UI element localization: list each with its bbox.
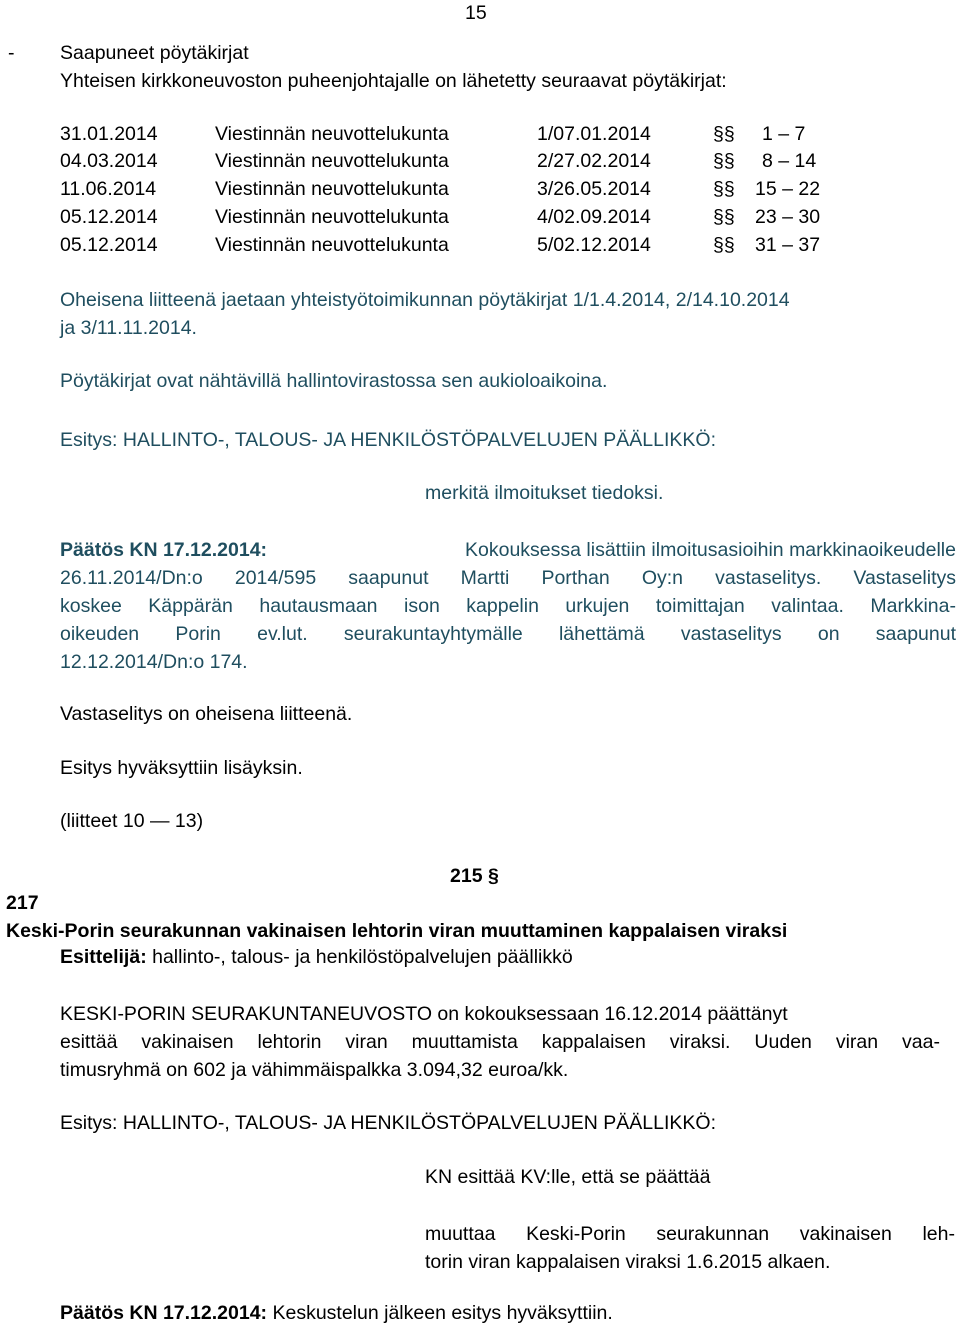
row-ref: 2/27.02.2014: [537, 150, 651, 172]
proposal-text: KN esittää KV:lle, että se päättää: [425, 1166, 711, 1188]
row-body: Viestinnän neuvottelukunta: [215, 178, 449, 200]
row-range: 15 – 22: [755, 178, 821, 200]
decision-line: oikeuden Porin ev.lut. seurakuntayhtymälle lähettämä vastaselitys on saapunut: [60, 623, 956, 645]
row-range: 23 – 30: [755, 206, 821, 228]
decision-text: Keskustelun jälkeen esitys hyväksyttiin.: [267, 1302, 613, 1324]
section-number: [450, 865, 499, 888]
table-row: [60, 234, 860, 260]
row-ref: 3/26.05.2014: [537, 178, 651, 200]
section-sign-icon: §§: [713, 234, 735, 256]
section-sign-icon: §§: [713, 178, 735, 200]
attachments-ref: (liitteet 10 — 13): [60, 810, 204, 832]
row-ref: 1/07.01.2014: [537, 123, 651, 145]
body-line: timusryhmä on 602 ja vähimmäispalkka 3.094,32 euroa/kk.: [60, 1059, 569, 1081]
proposal-label: Esitys:: [60, 1112, 118, 1134]
intro-text: Yhteisen kirkkoneuvoston puheenjohtajalle on lähetetty seuraavat pöytäkirjat:: [60, 70, 727, 92]
proposal-line: torin viran kappalaisen viraksi 1.6.2015 alkaen.: [425, 1251, 831, 1273]
decision-line: [60, 1302, 613, 1325]
section-sign-icon: §§: [713, 206, 735, 228]
row-date: 04.03.2014: [60, 150, 158, 172]
row-body: Viestinnän neuvottelukunta: [215, 123, 449, 145]
section-sign-icon: §§: [713, 150, 735, 172]
page-number: 15: [465, 2, 487, 24]
attachment-line: ja 3/11.11.2014.: [60, 317, 197, 339]
row-ref: 4/02.09.2014: [537, 206, 651, 228]
proposal-text: merkitä ilmoitukset tiedoksi.: [425, 482, 664, 504]
row-date: 31.01.2014: [60, 123, 158, 145]
item-title: Keski-Porin seurakunnan vakinaisen lehtorin viran muuttaminen kappalaisen viraksi: [6, 920, 788, 942]
decision-line: 12.12.2014/Dn:o 174.: [60, 651, 248, 673]
proposal-heading: [60, 1112, 716, 1135]
proposal-label: Esitys:: [60, 429, 118, 451]
row-date: 05.12.2014: [60, 206, 158, 228]
row-body: Viestinnän neuvottelukunta: [215, 206, 449, 228]
body-paragraph: [60, 1000, 940, 1084]
decision-line: [60, 536, 956, 564]
table-row: [60, 178, 860, 204]
decision-line: 26.11.2014/Dn:o 2014/595 saapunut Martti Porthan Oy:n vastaselitys. Vastaselitys: [60, 567, 956, 589]
section-sign-icon: §§: [713, 123, 735, 145]
row-ref: 5/02.12.2014: [537, 234, 651, 256]
row-date: 11.06.2014: [60, 178, 157, 200]
attachment-line: Oheisena liitteenä jaetaan yhteistyötoimikunnan pöytäkirjat 1/1.4.2014, 2/14.10.2014: [60, 289, 790, 311]
attached-note: Vastaselitys on oheisena liitteenä.: [60, 703, 353, 725]
proposal-line: muuttaa Keski-Porin seurakunnan vakinaisen leh-: [425, 1223, 955, 1245]
decision-text: Kokouksessa lisättiin ilmoitusasioihin markkinaoikeudelle: [465, 539, 956, 561]
row-range: 1 – 7: [762, 123, 806, 145]
row-date: 05.12.2014: [60, 234, 158, 256]
proposal-heading: [60, 429, 716, 452]
section-heading: Saapuneet pöytäkirjat: [60, 42, 249, 64]
table-row: [60, 206, 860, 232]
table-row: [60, 123, 860, 149]
proposal-text: [425, 1220, 955, 1276]
row-range: 31 – 37: [755, 234, 821, 256]
table-row: [60, 150, 860, 176]
presenter-label: Esittelijä:: [60, 946, 147, 968]
proposal-role: HALLINTO-, TALOUS- JA HENKILÖSTÖPALVELUJEN PÄÄLLIKKÖ:: [117, 429, 716, 451]
section-sign-icon: §: [487, 865, 499, 887]
presenter-text: hallinto-, talous- ja henkilöstöpalvelujen päällikkö: [146, 946, 573, 968]
availability-text: Pöytäkirjat ovat nähtävillä hallintovirastossa sen aukioloaikoina.: [60, 370, 608, 392]
body-line: esittää vakinaisen lehtorin viran muuttamista kappalaisen viraksi. Uuden viran vaa-: [60, 1031, 940, 1053]
decision-line: koskee Käppärän hautausmaan ison kappelin urkujen toimittajan valintaa. Markkina-: [60, 595, 956, 617]
item-number: 217: [6, 892, 39, 914]
row-body: Viestinnän neuvottelukunta: [215, 150, 449, 172]
accepted-text: Esitys hyväksyttiin lisäyksin.: [60, 757, 303, 779]
presenter-line: [60, 946, 573, 969]
list-dash: -: [8, 42, 15, 64]
decision-paragraph: [60, 536, 956, 676]
body-line: KESKI-PORIN SEURAKUNTANEUVOSTO on kokouksessaan 16.12.2014 päättänyt: [60, 1003, 788, 1025]
decision-label: Päätös KN 17.12.2014:: [60, 539, 268, 561]
row-body: Viestinnän neuvottelukunta: [215, 234, 449, 256]
proposal-role: HALLINTO-, TALOUS- JA HENKILÖSTÖPALVELUJEN PÄÄLLIKKÖ:: [117, 1112, 716, 1134]
decision-label: Päätös KN 17.12.2014:: [60, 1302, 268, 1324]
section-number-value: 215: [450, 865, 483, 887]
row-range: 8 – 14: [762, 150, 817, 172]
